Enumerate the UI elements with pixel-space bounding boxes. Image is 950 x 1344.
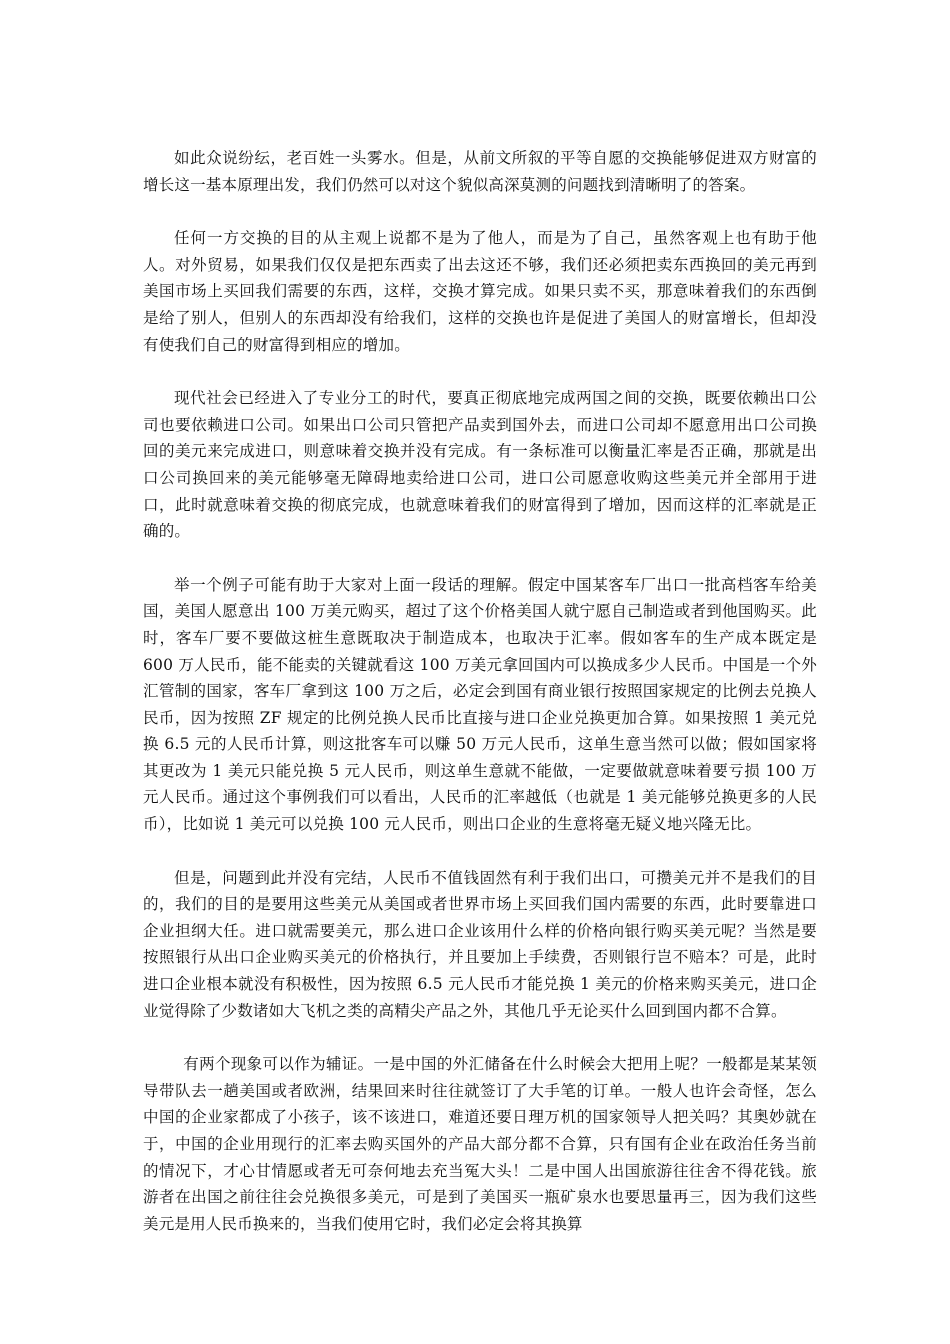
paragraph-1: 如此众说纷纭，老百姓一头雾水。但是，从前文所叙的平等自愿的交换能够促进双方财富的增长这一基本原理出发，我们仍然可以对这个貌似高深莫测的问题找到清晰明了的答案。 (143, 149, 817, 194)
paragraph-6: 有两个现象可以作为辅证。一是中国的外汇储备在什么时候会大把用上呢？一般都是某某领导带队去一趟美国或者欧洲，结果回来时往往就签订了大手笔的订单。一般人也许会奇怪，怎么中国的企业家都成了小孩子，该不该进口，难道还要日理万机的国家领导人把关吗？其奥妙就在于，中国的企业用现行的汇率去购买国外的产品大部分都不合算，只有国有企业在政治任务当前的情况下，才心甘情愿或者无可奈何地去充当冤大头！二是中国人出国旅游往往舍不得花钱。旅游者在出国之前往往会兑换很多美元，可是到了美国买一瓶矿泉水也要思量再三，因为我们这些美元是用人民币换来的，当我们使用它时，我们必定会将其换算 (143, 1055, 817, 1233)
paragraph-2: 任何一方交换的目的从主观上说都不是为了他人，而是为了自己，虽然客观上也有助于他人。对外贸易，如果我们仅仅是把东西卖了出去这还不够，我们还必须把卖东西换回的美元再到美国市场上买回我们需要的东西，这样，交换才算完成。如果只卖不买，那意味着我们的东西倒是给了别人，但别人的东西却没有给我们，这样的交换也许是促进了美国人的财富增长，但却没有使我们自己的财富得到相应的增加。 (143, 229, 817, 354)
paragraph-5: 但是，问题到此并没有完结，人民币不值钱固然有利于我们出口，可攒美元并不是我们的目的，我们的目的是要用这些美元从美国或者世界市场上买回我们国内需要的东西，此时要靠进口企业担纲大任。进口就需要美元，那么进口企业该用什么样的价格向银行购买美元呢？当然是要按照银行从出口企业购买美元的价格执行，并且要加上手续费，否则银行岂不赔本？可是，此时进口企业根本就没有积极性，因为按照 6.5 元人民币才能兑换 1 美元的价格来购买美元，进口企业觉得除了少数诸如大飞机之类的高精尖产品之外，其他几乎无论买什么回到国内都不合算。 (143, 868, 817, 1020)
paragraph-4: 举一个例子可能有助于大家对上面一段话的理解。假定中国某客车厂出口一批高档客车给美国，美国人愿意出 100 万美元购买，超过了这个价格美国人就宁愿自己制造或者到他国购买。此时，客车厂要不要做这桩生意既取决于制造成本，也取决于汇率。假如客车的生产成本既定是 600 万人民币，能不能卖的关键就看这 100 万美元拿回国内可以换成多少人民币。中国是一个外汇管制的国家，客车厂拿到这 100 万之后，必定会到国有商业银行按照国家规定的比例去兑换人民币，因为按照 ZF 规定的比例兑换人民币比直接与进口企业兑换更加合算。如果按照 1 美元兑换 6.5 元的人民币计算，则这批客车可以赚 50 万元人民币，这单生意当然可以做；假如国家将其更改为 1 美元只能兑换 5 元人民币，则这单生意就不能做，一定要做就意味着要亏损 100 万元人民币。通过这个事例我们可以看出，人民币的汇率越低（也就是 1 美元能够兑换更多的人民币），比如说 1 美元可以兑换 100 元人民币，则出口企业的生意将毫无疑义地兴隆无比。 (143, 575, 817, 834)
paragraph-3: 现代社会已经进入了专业分工的时代，要真正彻底地完成两国之间的交换，既要依赖出口公司也要依赖进口公司。如果出口公司只管把产品卖到国外去，而进口公司却不愿意用出口公司换回的美元来完成进口，则意味着交换并没有完成。有一条标准可以衡量汇率是否正确，那就是出口公司换回来的美元能够毫无障碍地卖给进口公司，进口公司愿意收购这些美元并全部用于进口，此时就意味着交换的彻底完成，也就意味着我们的财富得到了增加，因而这样的汇率就是正确的。 (143, 389, 817, 541)
document-body (143, 145, 817, 1237)
